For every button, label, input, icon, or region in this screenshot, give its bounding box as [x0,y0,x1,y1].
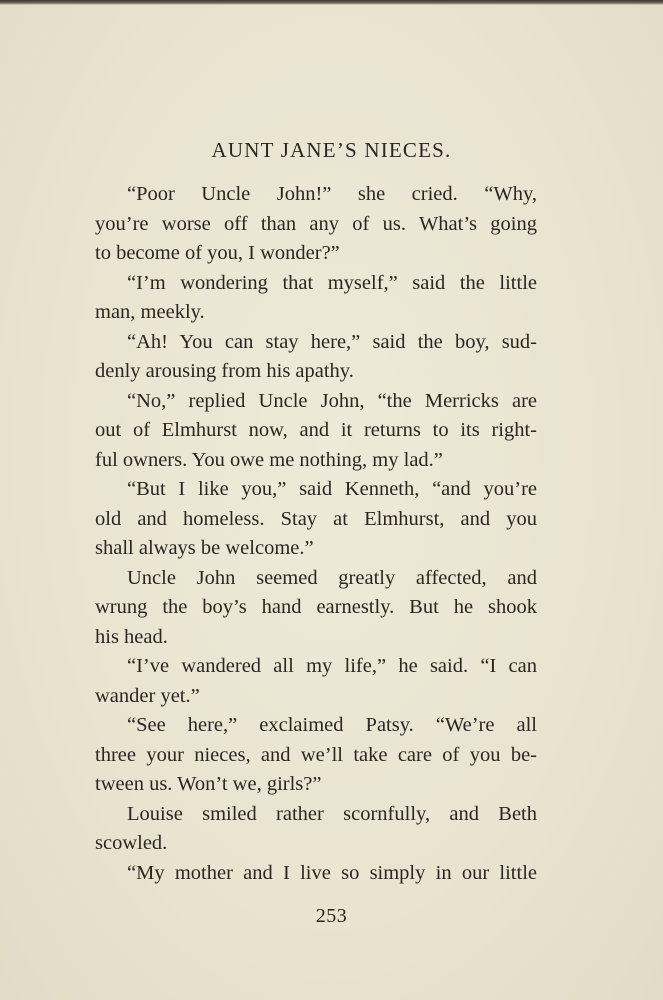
text-line: “Ah! You can stay here,” said the boy, sud- [127,330,537,353]
body-text [95,180,537,888]
text-line: you’re worse off than any of us. What’s going [95,212,537,235]
text-line: “Poor Uncle John!” she cried. “Why, [127,183,537,205]
text-line: Louise smiled rather scornfully, and Beth [127,802,537,825]
text-line: out of Elmhurst now, and it returns to its right- [95,419,537,441]
text-line: “See here,” exclaimed Patsy. “We’re all [127,714,537,736]
text-line: wrung the boy’s hand earnestly. But he shook [95,596,537,618]
text-line: “No,” replied Uncle John, “the Merricks are [127,389,537,412]
text-line: “I’ve wandered all my life,” he said. “I can [127,655,537,677]
text-line: denly arousing from his apathy. [95,360,354,382]
text-line: his head. [95,625,168,648]
text-line: ful owners. You owe me nothing, my lad.” [95,448,443,471]
text-line: wander yet.” [95,684,200,707]
text-line: “I’m wondering that myself,” said the little [127,271,537,294]
text-line: “My mother and I live so simply in our little [127,861,537,884]
text-line: “But I like you,” said Kenneth, “and you’re [127,478,537,500]
text-line: scowled. [95,832,168,854]
page-top-edge [0,0,663,5]
text-line: shall always be welcome.” [95,537,314,559]
text-line: Uncle John seemed greatly affected, and [127,566,537,589]
text-line: to become of you, I wonder?” [95,242,340,264]
text-line: old and homeless. Stay at Elmhurst, and you [95,507,537,530]
running-head: AUNT JANE’S NIECES. [211,138,452,162]
text-line: man, meekly. [95,301,205,323]
text-line: tween us. Won’t we, girls?” [95,773,322,795]
text-line: three your nieces, and we’ll take care of you be- [95,743,537,766]
page-number: 253 [315,905,348,927]
